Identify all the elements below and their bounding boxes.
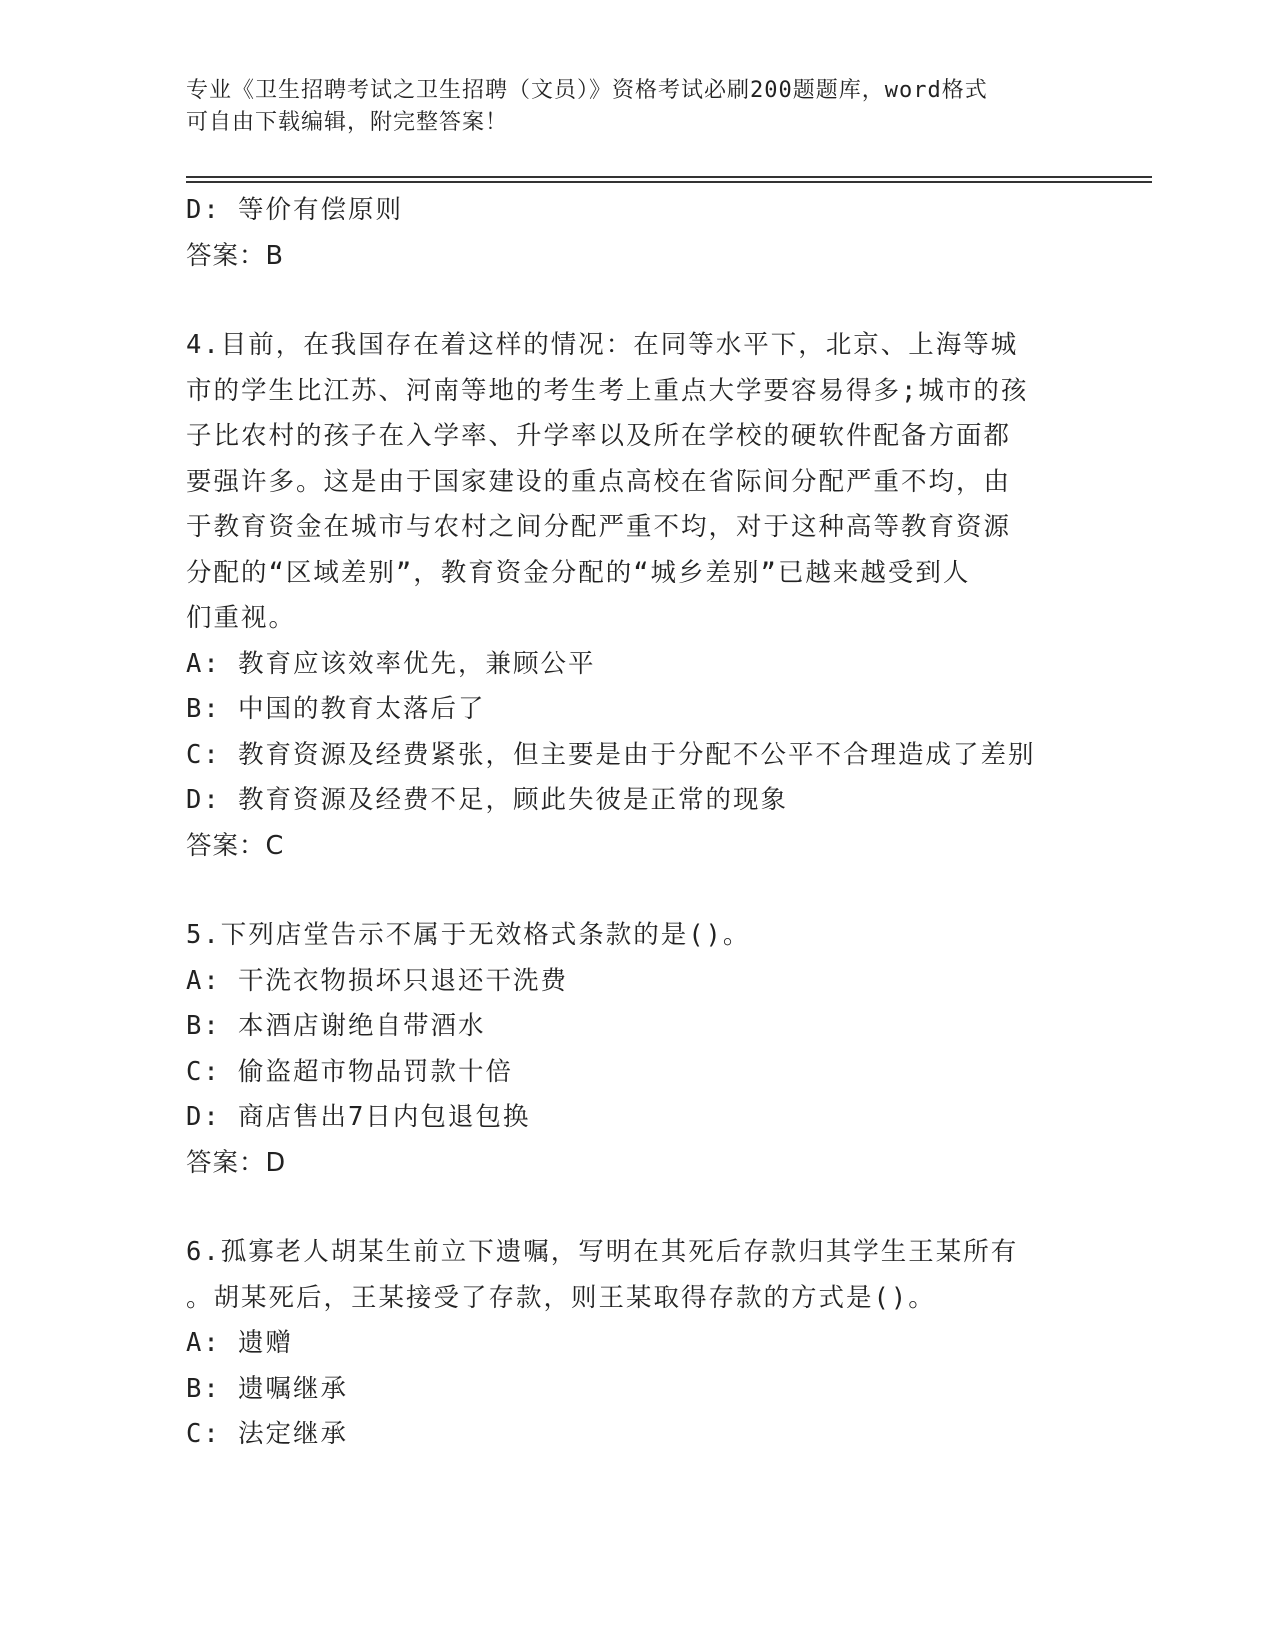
question-3-tail [186,188,1086,279]
q4-stem-line: 于教育资金在城市与农村之间分配严重不均，对于这种高等教育资源 [186,512,1012,542]
header-divider-bottom [186,181,1152,183]
question-content [186,188,1086,1458]
q4-answer: 答案：C [186,830,285,861]
q6-option-a: A: 遗赠 [186,1328,294,1358]
spacer [186,1186,1086,1230]
q4-stem-line: 市的学生比江苏、河南等地的考生考上重点大学要容易得多;城市的孩 [186,375,1029,406]
q6-option-b: B: 遗嘱继承 [186,1373,349,1404]
question-6 [186,1230,1086,1458]
question-4 [186,323,1086,869]
q3-option-d: D: 等价有偿原则 [186,195,404,225]
q4-stem-line: 分配的“区域差别”，教育资金分配的“城乡差别”已越来越受到人 [186,557,971,588]
q5-answer: 答案：D [186,1147,287,1178]
q4-stem-line: 子比农村的孩子在入学率、升学率以及所在学校的硬软件配备方面都 [186,421,1012,451]
header-line-2: 可自由下载编辑，附完整答案！ [186,110,509,135]
q5-option-a: A: 干洗衣物损坏只退还干洗费 [186,965,569,996]
q6-stem-line: 6.孤寡老人胡某生前立下遗嘱，写明在其死后存款归其学生王某所有 [186,1237,1019,1267]
header-line-1: 专业《卫生招聘考试之卫生招聘（文员）》资格考试必刷200题题库，word格式 [186,78,988,103]
q3-answer: 答案：B [186,240,284,271]
q4-stem-line: 们重视。 [186,603,297,633]
q6-option-c: C: 法定继承 [186,1419,349,1449]
document-header [186,75,1066,139]
spacer [186,869,1086,913]
spacer [186,279,1086,323]
question-5 [186,913,1086,1186]
q4-stem-line: 4.目前，在我国存在着这样的情况：在同等水平下，北京、上海等城 [186,330,1019,360]
q5-option-d: D: 商店售出7日内包退包换 [186,1102,531,1132]
q4-stem-line: 要强许多。这是由于国家建设的重点高校在省际间分配严重不均，由 [186,466,1012,497]
q4-option-d: D: 教育资源及经费不足，顾此失彼是正常的现象 [186,785,789,815]
q5-option-b: B: 本酒店谢绝自带酒水 [186,1011,486,1041]
q4-option-a: A: 教育应该效率优先，兼顾公平 [186,648,596,679]
header-divider-top [186,176,1152,178]
q5-option-c: C: 偷盗超市物品罚款十倍 [186,1056,514,1087]
q6-stem-line: 。胡某死后，王某接受了存款，则王某取得存款的方式是()。 [186,1282,936,1313]
q4-option-b: B: 中国的教育太落后了 [186,694,486,724]
q5-stem-line: 5.下列店堂告示不属于无效格式条款的是()。 [186,920,751,950]
q4-option-c: C: 教育资源及经费紧张，但主要是由于分配不公平不合理造成了差别 [186,739,1036,770]
